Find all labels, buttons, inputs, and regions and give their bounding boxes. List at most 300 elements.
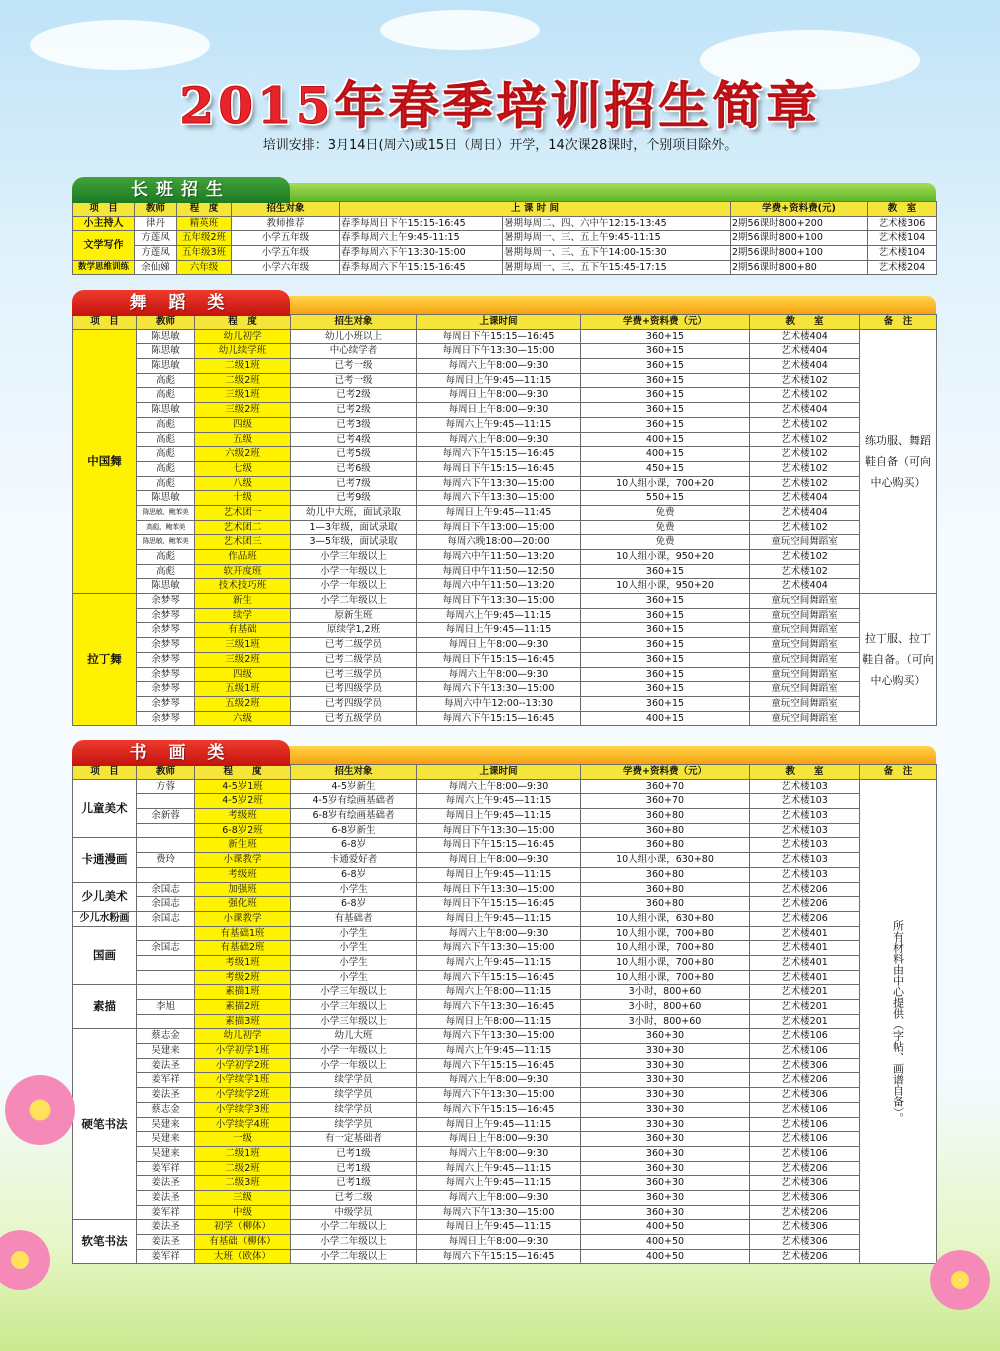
time-cell: 每周日下午13:30—15:00 <box>417 882 581 897</box>
fee-cell: 10人组小课，950+20 <box>581 579 750 594</box>
teacher-cell: 吴建来 <box>137 1044 195 1059</box>
room-cell: 艺术楼106 <box>750 1029 860 1044</box>
time-cell: 春季每周六下午13:30-15:00 <box>340 246 503 261</box>
level-cell: 有基础（柳体） <box>195 1235 291 1250</box>
time-cell: 每周日上午8:00—9:30 <box>417 1235 581 1250</box>
flower-decoration <box>0 1230 50 1290</box>
table-row <box>73 779 937 794</box>
room-cell: 艺术楼404 <box>750 403 860 418</box>
table-row <box>73 1102 937 1117</box>
level-cell: 技术技巧班 <box>195 579 291 594</box>
target-cell: 已考一级 <box>291 359 417 374</box>
teacher-cell: 高彪 <box>137 476 195 491</box>
target-cell: 6-8岁 <box>291 897 417 912</box>
room-cell: 艺术楼206 <box>750 882 860 897</box>
target-cell: 已考四级学员 <box>291 682 417 697</box>
table-row <box>73 1014 937 1029</box>
time-cell: 每周日上午9:45—11:15 <box>417 373 581 388</box>
table-header-row <box>73 765 937 780</box>
teacher-cell: 余国志 <box>137 882 195 897</box>
fee-cell: 360+15 <box>581 696 750 711</box>
time-cell: 每周日下午13:00—15:00 <box>417 520 581 535</box>
level-cell: 小学初学1班 <box>195 1044 291 1059</box>
target-cell: 中级学员 <box>291 1205 417 1220</box>
table-row <box>73 491 937 506</box>
room-cell: 艺术楼201 <box>750 1014 860 1029</box>
table-row <box>73 564 937 579</box>
time-cell: 每周六下午15:15—16:45 <box>417 447 581 462</box>
table-row <box>73 1000 937 1015</box>
target-cell: 已考2级 <box>291 388 417 403</box>
teacher-cell: 方蓉 <box>137 779 195 794</box>
teacher-cell: 余梦琴 <box>137 608 195 623</box>
target-cell: 小学生 <box>291 926 417 941</box>
target-cell: 已考二级 <box>291 1190 417 1205</box>
project-cell: 素描 <box>73 985 137 1029</box>
target-cell: 小学生 <box>291 955 417 970</box>
time-cell: 每周六上午8:00—9:30 <box>417 926 581 941</box>
time-cell: 每周六中午11:50—13:20 <box>417 579 581 594</box>
time-cell: 每周六下午13:30—15:00 <box>417 1205 581 1220</box>
time-cell: 暑期每周二、四、六中午12:15-13:45 <box>503 216 731 231</box>
time-cell: 每周日上午9:45—11:45 <box>417 505 581 520</box>
teacher-cell: 高彪 <box>137 550 195 565</box>
target-cell: 已考三级学员 <box>291 667 417 682</box>
time-cell: 每周六下午15:15—16:45 <box>417 970 581 985</box>
teacher-cell: 姜法圣 <box>137 1190 195 1205</box>
column-header: 教 室 <box>750 765 860 780</box>
level-cell: 软开度班 <box>195 564 291 579</box>
time-cell: 每周六上午9:45—11:15 <box>417 1044 581 1059</box>
room-cell: 艺术楼404 <box>750 579 860 594</box>
room-cell: 艺术楼102 <box>750 520 860 535</box>
level-cell: 幼儿初学 <box>195 1029 291 1044</box>
table-row <box>73 823 937 838</box>
target-cell: 原新生班 <box>291 608 417 623</box>
target-cell: 小学生 <box>291 882 417 897</box>
time-cell: 每周六下午13:30—15:00 <box>417 1088 581 1103</box>
column-header: 招生对象 <box>291 315 417 330</box>
fee-cell: 360+80 <box>581 867 750 882</box>
table-row <box>73 941 937 956</box>
target-cell: 小学六年级 <box>232 260 340 275</box>
time-cell: 每周日下午15:15—16:45 <box>417 461 581 476</box>
column-header: 教师 <box>137 315 195 330</box>
table-row <box>73 911 937 926</box>
room-cell: 艺术楼102 <box>750 432 860 447</box>
teacher-cell <box>137 794 195 809</box>
table-row <box>73 1088 937 1103</box>
fee-cell: 330+30 <box>581 1073 750 1088</box>
fee-cell: 450+15 <box>581 461 750 476</box>
level-cell: 考级班 <box>195 867 291 882</box>
room-cell: 艺术楼306 <box>868 216 937 231</box>
art-table <box>72 764 937 1264</box>
fee-cell: 360+30 <box>581 1029 750 1044</box>
table-row <box>73 432 937 447</box>
room-cell: 艺术楼102 <box>750 564 860 579</box>
fee-cell: 360+80 <box>581 838 750 853</box>
room-cell: 艺术楼106 <box>750 1132 860 1147</box>
table-row <box>73 667 937 682</box>
time-cell: 每周六下午15:15—16:45 <box>417 1058 581 1073</box>
teacher-cell: 姜军祥 <box>137 1161 195 1176</box>
column-header: 教 室 <box>750 315 860 330</box>
time-cell: 每周六下午13:30—15:00 <box>417 476 581 491</box>
teacher-cell <box>137 955 195 970</box>
room-cell: 艺术楼106 <box>750 1117 860 1132</box>
level-cell: 小课教学 <box>195 911 291 926</box>
section-heading: 舞 蹈 类 <box>72 290 290 316</box>
teacher-cell <box>137 970 195 985</box>
column-header: 教师 <box>135 202 177 217</box>
time-cell: 每周日上午9:45—11:15 <box>417 623 581 638</box>
level-cell: 新生班 <box>195 838 291 853</box>
level-cell: 艺术团二 <box>195 520 291 535</box>
time-cell: 暑期每周一、三、五下午15:45-17:15 <box>503 260 731 275</box>
level-cell: 三级2班 <box>195 652 291 667</box>
room-cell: 童玩空间舞蹈室 <box>750 652 860 667</box>
teacher-cell: 高彪 <box>137 388 195 403</box>
table-row <box>73 373 937 388</box>
teacher-cell: 蔡志金 <box>137 1029 195 1044</box>
target-cell: 原续学1,2班 <box>291 623 417 638</box>
column-header: 上课时间 <box>417 315 581 330</box>
fee-cell: 360+70 <box>581 779 750 794</box>
teacher-cell: 姜法圣 <box>137 1088 195 1103</box>
fee-cell: 10人组小课，630+80 <box>581 911 750 926</box>
section-heading: 长班招生 <box>72 177 290 203</box>
target-cell: 已考1级 <box>291 1146 417 1161</box>
long-class-section <box>72 177 936 275</box>
time-cell: 每周六下午13:30—16:45 <box>417 1000 581 1015</box>
level-cell: 小学续学1班 <box>195 1073 291 1088</box>
fee-cell: 330+30 <box>581 1102 750 1117</box>
level-cell: 精英班 <box>177 216 232 231</box>
cloud-decoration <box>30 20 210 70</box>
teacher-cell: 陈思敏 <box>137 579 195 594</box>
level-cell: 4-5岁2班 <box>195 794 291 809</box>
time-cell: 每周日上午8:00—9:30 <box>417 853 581 868</box>
teacher-cell: 余国志 <box>137 911 195 926</box>
target-cell: 3—5年级，面试录取 <box>291 535 417 550</box>
room-cell: 艺术楼106 <box>750 1044 860 1059</box>
target-cell: 已考2级 <box>291 403 417 418</box>
teacher-cell: 费玲 <box>137 853 195 868</box>
project-cell: 儿童美术 <box>73 779 137 838</box>
table-row <box>73 970 937 985</box>
project-cell: 数学思维训练 <box>73 260 135 275</box>
time-cell: 每周日中午11:50—12:50 <box>417 564 581 579</box>
target-cell: 幼儿大班 <box>291 1029 417 1044</box>
fee-cell: 400+15 <box>581 447 750 462</box>
teacher-cell: 陈思敏 <box>137 344 195 359</box>
time-cell: 每周日下午13:30—15:00 <box>417 823 581 838</box>
table-row <box>73 246 937 261</box>
teacher-cell: 高彪 <box>137 373 195 388</box>
level-cell: 新生 <box>195 594 291 609</box>
level-cell: 素描3班 <box>195 1014 291 1029</box>
level-cell: 加强班 <box>195 882 291 897</box>
column-header: 学费+资料费(元) <box>731 202 868 217</box>
fee-cell: 400+50 <box>581 1249 750 1264</box>
fee-cell: 10人组小课，700+20 <box>581 476 750 491</box>
level-cell: 六年级 <box>177 260 232 275</box>
table-row <box>73 535 937 550</box>
table-row <box>73 1176 937 1191</box>
table-row <box>73 403 937 418</box>
art-section <box>72 740 936 1264</box>
teacher-cell: 高彪 <box>137 447 195 462</box>
fee-cell: 360+30 <box>581 1161 750 1176</box>
room-cell: 艺术楼206 <box>750 1073 860 1088</box>
target-cell: 6-8岁新生 <box>291 823 417 838</box>
table-header-row <box>73 202 937 217</box>
time-cell: 每周日下午15:15—16:45 <box>417 838 581 853</box>
target-cell: 小学一年级以上 <box>291 564 417 579</box>
teacher-cell: 高彪 <box>137 432 195 447</box>
target-cell: 续学学员 <box>291 1088 417 1103</box>
room-cell: 童玩空间舞蹈室 <box>750 711 860 726</box>
room-cell: 童玩空间舞蹈室 <box>750 535 860 550</box>
project-cell: 少儿水粉画 <box>73 911 137 926</box>
fee-cell: 360+15 <box>581 608 750 623</box>
time-cell: 每周日上午9:45—11:15 <box>417 911 581 926</box>
target-cell: 小学五年级 <box>232 246 340 261</box>
target-cell: 小学生 <box>291 970 417 985</box>
level-cell: 续学 <box>195 608 291 623</box>
page-subtitle: 培训安排：3月14日(周六)或15日（周日）开学，14次课28课时，个别项目除外。 <box>262 138 738 153</box>
table-row <box>73 1117 937 1132</box>
table-row <box>73 1132 937 1147</box>
table-row <box>73 882 937 897</box>
teacher-cell <box>137 926 195 941</box>
room-cell: 艺术楼103 <box>750 809 860 824</box>
teacher-cell: 高彪 <box>137 564 195 579</box>
room-cell: 艺术楼201 <box>750 985 860 1000</box>
level-cell: 小课教学 <box>195 853 291 868</box>
fee-cell: 360+80 <box>581 897 750 912</box>
level-cell: 五级 <box>195 432 291 447</box>
time-cell: 每周六下午13:30—15:00 <box>417 1029 581 1044</box>
fee-cell: 400+50 <box>581 1220 750 1235</box>
fee-cell: 330+30 <box>581 1058 750 1073</box>
level-cell: 考级1班 <box>195 955 291 970</box>
room-cell: 艺术楼206 <box>750 1161 860 1176</box>
room-cell: 艺术楼102 <box>750 388 860 403</box>
level-cell: 五级2班 <box>195 696 291 711</box>
cloud-decoration <box>380 10 540 50</box>
level-cell: 二级2班 <box>195 1161 291 1176</box>
teacher-cell <box>137 867 195 882</box>
level-cell: 小学续学3班 <box>195 1102 291 1117</box>
teacher-cell: 姜法圣 <box>137 1058 195 1073</box>
fee-cell: 2期56课时800+100 <box>731 246 868 261</box>
project-cell: 硬笔书法 <box>73 1029 137 1220</box>
time-cell: 每周六下午15:15—16:45 <box>417 1249 581 1264</box>
table-row <box>73 1235 937 1250</box>
fee-cell: 360+80 <box>581 882 750 897</box>
dance-table <box>72 314 937 726</box>
target-cell: 小学三年级以上 <box>291 1014 417 1029</box>
fee-cell: 360+30 <box>581 1190 750 1205</box>
teacher-cell: 余梦琴 <box>137 638 195 653</box>
fee-cell: 360+70 <box>581 794 750 809</box>
fee-cell: 360+15 <box>581 667 750 682</box>
time-cell: 每周日上午8:00—9:30 <box>417 388 581 403</box>
fee-cell: 3小时，800+60 <box>581 1000 750 1015</box>
time-cell: 春季每周日下午15:15-16:45 <box>340 216 503 231</box>
target-cell: 已考9级 <box>291 491 417 506</box>
time-cell: 每周六上午8:00—9:30 <box>417 1190 581 1205</box>
target-cell: 已考5级 <box>291 447 417 462</box>
teacher-cell: 余梦琴 <box>137 652 195 667</box>
target-cell: 已考二级学员 <box>291 652 417 667</box>
teacher-cell: 余国志 <box>137 897 195 912</box>
table-row <box>73 260 937 275</box>
level-cell: 六级 <box>195 711 291 726</box>
fee-cell: 10人组小课，700+80 <box>581 941 750 956</box>
teacher-cell: 律丹 <box>135 216 177 231</box>
target-cell: 已考7级 <box>291 476 417 491</box>
fee-cell: 10人组小课，630+80 <box>581 853 750 868</box>
fee-cell: 3小时，800+60 <box>581 1014 750 1029</box>
time-cell: 每周日下午13:30—15:00 <box>417 344 581 359</box>
level-cell: 二级2班 <box>195 373 291 388</box>
room-cell: 艺术楼306 <box>750 1235 860 1250</box>
fee-cell: 360+15 <box>581 417 750 432</box>
time-cell: 每周六下午13:30—15:00 <box>417 491 581 506</box>
fee-cell: 360+15 <box>581 403 750 418</box>
time-cell: 每周日上午8:00—9:30 <box>417 638 581 653</box>
teacher-cell: 余梦琴 <box>137 682 195 697</box>
room-cell: 童玩空间舞蹈室 <box>750 623 860 638</box>
table-row <box>73 711 937 726</box>
level-cell: 六级2班 <box>195 447 291 462</box>
room-cell: 艺术楼102 <box>750 461 860 476</box>
teacher-cell <box>137 1014 195 1029</box>
note-cell: 拉丁服、拉丁鞋自备。（可向中心购买） <box>860 594 937 726</box>
level-cell: 十级 <box>195 491 291 506</box>
room-cell: 艺术楼204 <box>868 260 937 275</box>
column-header: 上 课 时 间 <box>340 202 731 217</box>
table-row <box>73 838 937 853</box>
table-row <box>73 623 937 638</box>
teacher-cell: 高彪、鲍苯美 <box>137 520 195 535</box>
level-cell: 三级2班 <box>195 403 291 418</box>
level-cell: 四级 <box>195 417 291 432</box>
room-cell: 艺术楼104 <box>868 231 937 246</box>
fee-cell: 360+30 <box>581 1205 750 1220</box>
time-cell: 春季每周六下午15:15-16:45 <box>340 260 503 275</box>
target-cell: 已考一级 <box>291 373 417 388</box>
level-cell: 小学续学2班 <box>195 1088 291 1103</box>
level-cell: 考级班 <box>195 809 291 824</box>
column-header: 项 目 <box>73 202 135 217</box>
target-cell: 中心续学者 <box>291 344 417 359</box>
teacher-cell: 吴建来 <box>137 1146 195 1161</box>
fee-cell: 330+30 <box>581 1088 750 1103</box>
fee-cell: 3小时，800+60 <box>581 985 750 1000</box>
table-row <box>73 652 937 667</box>
project-cell: 小主持人 <box>73 216 135 231</box>
teacher-cell: 姜军祥 <box>137 1249 195 1264</box>
table-row <box>73 520 937 535</box>
fee-cell: 免费 <box>581 520 750 535</box>
level-cell: 三级1班 <box>195 638 291 653</box>
fee-cell: 360+15 <box>581 682 750 697</box>
room-cell: 艺术楼404 <box>750 491 860 506</box>
room-cell: 艺术楼103 <box>750 838 860 853</box>
project-cell: 卡通漫画 <box>73 838 137 882</box>
project-cell: 国画 <box>73 926 137 985</box>
level-cell: 五级1班 <box>195 682 291 697</box>
room-cell: 艺术楼206 <box>750 1249 860 1264</box>
table-row <box>73 579 937 594</box>
teacher-cell: 余梦琴 <box>137 711 195 726</box>
level-cell: 幼儿续学班 <box>195 344 291 359</box>
level-cell: 八级 <box>195 476 291 491</box>
room-cell: 童玩空间舞蹈室 <box>750 682 860 697</box>
time-cell: 每周日上午9:45—11:15 <box>417 1220 581 1235</box>
column-header: 项 目 <box>73 765 137 780</box>
target-cell: 4-5岁新生 <box>291 779 417 794</box>
time-cell: 春季每周六上午9:45-11:15 <box>340 231 503 246</box>
fee-cell: 10人组小课，950+20 <box>581 550 750 565</box>
target-cell: 小学一年级以上 <box>291 1044 417 1059</box>
room-cell: 艺术楼102 <box>750 447 860 462</box>
fee-cell: 400+15 <box>581 711 750 726</box>
table-row <box>73 476 937 491</box>
level-cell: 小学初学2班 <box>195 1058 291 1073</box>
time-cell: 每周六上午8:00—9:30 <box>417 432 581 447</box>
room-cell: 艺术楼206 <box>750 897 860 912</box>
project-cell: 软笔书法 <box>73 1220 137 1264</box>
column-header: 学费+资料费（元） <box>581 765 750 780</box>
target-cell: 已考二级学员 <box>291 638 417 653</box>
time-cell: 每周日下午15:15—16:45 <box>417 897 581 912</box>
teacher-cell: 姜法圣 <box>137 1235 195 1250</box>
column-header: 招生对象 <box>291 765 417 780</box>
column-header: 程 度 <box>177 202 232 217</box>
room-cell: 艺术楼404 <box>750 505 860 520</box>
level-cell: 有基础1班 <box>195 926 291 941</box>
room-cell: 艺术楼206 <box>750 911 860 926</box>
teacher-cell: 吴建来 <box>137 1117 195 1132</box>
teacher-cell: 姜法圣 <box>137 1176 195 1191</box>
table-row <box>73 447 937 462</box>
fee-cell: 360+15 <box>581 373 750 388</box>
target-cell: 已考1级 <box>291 1176 417 1191</box>
time-cell: 每周六中午11:50—13:20 <box>417 550 581 565</box>
target-cell: 已考1级 <box>291 1161 417 1176</box>
room-cell: 艺术楼102 <box>750 476 860 491</box>
teacher-cell: 方莲凤 <box>135 246 177 261</box>
teacher-cell <box>137 838 195 853</box>
target-cell: 续学学员 <box>291 1117 417 1132</box>
column-header: 备 注 <box>860 315 937 330</box>
target-cell: 小学三年级以上 <box>291 550 417 565</box>
fee-cell: 360+15 <box>581 564 750 579</box>
time-cell: 暑期每周一、三、五上午9:45-11:15 <box>503 231 731 246</box>
time-cell: 每周日上午9:45—11:15 <box>417 1117 581 1132</box>
table-row <box>73 417 937 432</box>
target-cell: 小学二年级以上 <box>291 1249 417 1264</box>
page-title: 2015年春季培训招生简章 <box>179 76 821 135</box>
table-row <box>73 1249 937 1264</box>
level-cell: 素描1班 <box>195 985 291 1000</box>
column-header: 招生对象 <box>232 202 340 217</box>
